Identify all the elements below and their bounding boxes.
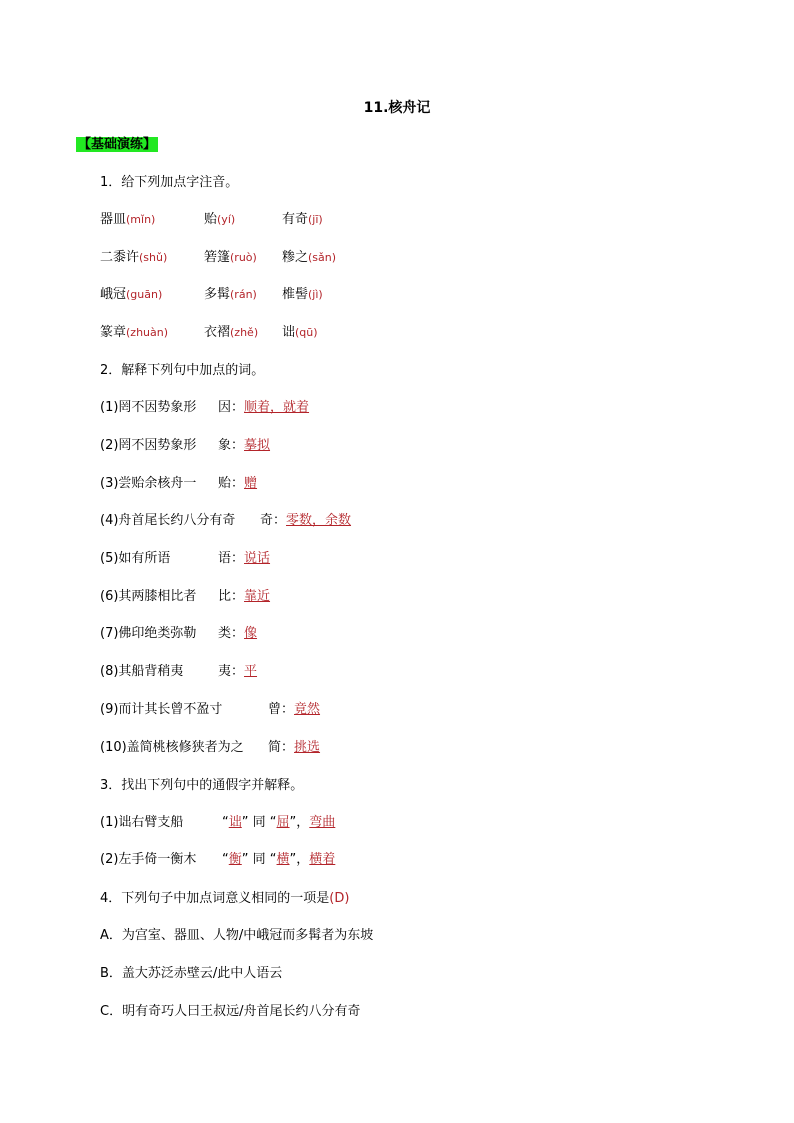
q3-char: 屈 — [276, 815, 290, 830]
q4-option: C．明有奇巧人曰王叔远/舟首尾长约八分有奇 — [100, 1004, 361, 1019]
pinyin-item — [282, 323, 318, 343]
pinyin-reading: (qū) — [295, 326, 318, 339]
pinyin-item — [204, 323, 258, 343]
pinyin-word: 糁之 — [282, 250, 309, 265]
q3-same: 同 — [252, 815, 266, 830]
q3-char: 衡 — [228, 852, 242, 867]
q2-keyword: 奇： — [260, 513, 287, 528]
pinyin-item — [100, 248, 167, 268]
q2-sentence: (7)佛印绝类弥勒 — [100, 626, 197, 641]
q3-quote: “ — [265, 852, 277, 867]
q3-char: 横 — [276, 852, 290, 867]
pinyin-item — [204, 248, 257, 268]
section-badge — [76, 135, 158, 155]
q2-sentence: (10)盖简桃核修狭者为之 — [100, 740, 244, 755]
pinyin-word: 贻 — [204, 212, 218, 227]
q2-answer: 摹拟 — [244, 438, 271, 453]
pinyin-reading: (mǐn) — [126, 213, 156, 226]
q3-answer-line — [222, 850, 335, 870]
q2-sentence: (1)罔不因势象形 — [100, 400, 197, 415]
q2-answer-line — [260, 511, 351, 531]
q2-answer-line — [268, 700, 320, 720]
q3-quote: ”， — [289, 852, 310, 867]
q4-option: B．盖大苏泛赤壁云/此中人语云 — [100, 966, 283, 981]
q2-answer: 说话 — [244, 551, 271, 566]
q4-heading-text: 4．下列句子中加点词意义相同的一项是 — [100, 891, 330, 906]
q1-heading: 1．给下列加点字注音。 — [100, 175, 239, 190]
q2-sentence: (3)尝贻余核舟一 — [100, 476, 197, 491]
q2-keyword: 类： — [218, 626, 245, 641]
q3-quote: “ — [222, 815, 229, 830]
q2-heading: 2．解释下列句中加点的词。 — [100, 363, 265, 378]
q2-answer-line — [218, 624, 257, 644]
pinyin-word: 箬篷 — [204, 250, 231, 265]
q3-quote: “ — [265, 815, 277, 830]
pinyin-reading: (shǔ) — [139, 251, 168, 264]
q3-char: 诎 — [228, 815, 242, 830]
pinyin-reading: (zhě) — [230, 326, 259, 339]
pinyin-reading: (sǎn) — [308, 251, 337, 264]
q4-heading — [100, 889, 349, 909]
q3-heading: 3．找出下列句中的通假字并解释。 — [100, 778, 304, 793]
q2-sentence: (9)而计其长曾不盈寸 — [100, 702, 223, 717]
q2-answer: 赠 — [244, 476, 258, 491]
q3-answer-line — [222, 813, 335, 833]
q3-meaning: 横着 — [309, 852, 336, 867]
q2-sentence: (6)其两膝相比者 — [100, 589, 197, 604]
q2-keyword: 贻： — [218, 476, 245, 491]
q3-quote: ” — [241, 815, 253, 830]
pinyin-item — [204, 210, 235, 230]
q2-answer: 竟然 — [294, 702, 321, 717]
q2-answer-line — [218, 474, 257, 494]
q2-answer: 靠近 — [244, 589, 271, 604]
pinyin-reading: (zhuàn) — [126, 326, 169, 339]
pinyin-reading: (guān) — [126, 288, 163, 301]
q2-answer-line — [218, 587, 270, 607]
pinyin-word: 诎 — [282, 325, 296, 340]
section-label: 【基础演练】 — [78, 137, 157, 152]
pinyin-reading: (ruò) — [230, 251, 257, 264]
pinyin-word: 衣褶 — [204, 325, 231, 340]
q2-answer-line — [268, 738, 320, 758]
q2-answer-line — [218, 549, 270, 569]
pinyin-item — [282, 285, 323, 305]
pinyin-reading: (yí) — [217, 213, 236, 226]
q2-sentence: (8)其船背稍夷 — [100, 664, 184, 679]
q2-answer: 挑选 — [294, 740, 321, 755]
q2-answer: 顺着，就着 — [244, 400, 310, 415]
q2-keyword: 因： — [218, 400, 245, 415]
pinyin-word: 多髯 — [204, 287, 231, 302]
pinyin-word: 器皿 — [100, 212, 127, 227]
pinyin-item — [100, 285, 162, 305]
pinyin-word: 椎髻 — [282, 287, 309, 302]
pinyin-word: 二黍许 — [100, 250, 140, 265]
pinyin-word: 峨冠 — [100, 287, 127, 302]
pinyin-item — [282, 248, 336, 268]
q3-quote: ” — [241, 852, 253, 867]
q2-answer-line — [218, 662, 257, 682]
page-title: 11.核舟记 — [363, 100, 431, 116]
q3-meaning: 弯曲 — [309, 815, 336, 830]
pinyin-item — [282, 210, 323, 230]
pinyin-reading: (jī) — [308, 213, 323, 226]
q2-keyword: 象： — [218, 438, 245, 453]
q4-answer: (D) — [329, 891, 350, 906]
q2-answer-line — [218, 398, 309, 418]
q3-quote: “ — [222, 852, 229, 867]
q2-answer: 像 — [244, 626, 258, 641]
q2-answer: 平 — [244, 664, 258, 679]
q3-sentence: (2)左手倚一衡木 — [100, 852, 197, 867]
pinyin-item — [100, 210, 155, 230]
q2-keyword: 夷： — [218, 664, 245, 679]
q2-answer: 零数，余数 — [286, 513, 352, 528]
q3-quote: ”， — [289, 815, 310, 830]
q2-answer-line — [218, 436, 270, 456]
q2-keyword: 语： — [218, 551, 245, 566]
pinyin-reading: (jì) — [308, 288, 323, 301]
q2-keyword: 简： — [268, 740, 295, 755]
pinyin-item — [100, 323, 168, 343]
q2-keyword: 曾： — [268, 702, 295, 717]
pinyin-word: 篆章 — [100, 325, 127, 340]
q2-keyword: 比： — [218, 589, 245, 604]
q4-option: A．为宫室、器皿、人物/中峨冠而多髯者为东坡 — [100, 928, 374, 943]
pinyin-item — [204, 285, 257, 305]
q3-sentence: (1)诎右臂支船 — [100, 815, 184, 830]
q2-sentence: (5)如有所语 — [100, 551, 171, 566]
q2-sentence: (4)舟首尾长约八分有奇 — [100, 513, 236, 528]
pinyin-word: 有奇 — [282, 212, 309, 227]
q2-sentence: (2)罔不因势象形 — [100, 438, 197, 453]
q3-same: 同 — [252, 852, 266, 867]
pinyin-reading: (rán) — [230, 288, 257, 301]
